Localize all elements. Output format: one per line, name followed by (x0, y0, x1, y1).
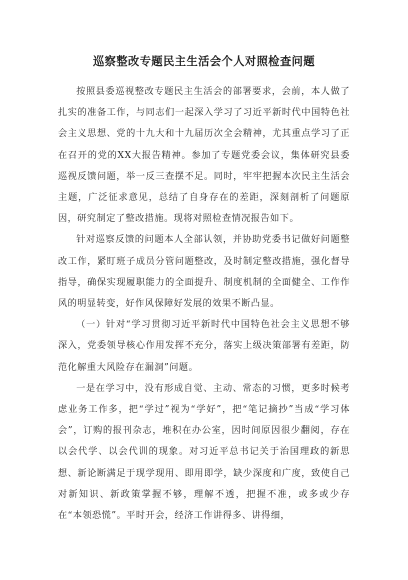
paragraph-point-one: 一是在学习中，没有形成自觉、主动、常态的习惯，更多时候考虑业务工作多，把“学过”视为“学好”，把“笔记摘抄”当成“学习体会”，订购的报刊杂志，堆积在办公室，因时间原因很少翻阅，存在以会代学、以会代训的现象。对习近平总书记关于治国理政的新思想、新论断满足于现学现用、即用即学，缺少深度和广度，致使自己对新知识、新政策掌握不够，理解不透，把握不准，或多或少存在“本领恐慌”。平时开会，经济工作讲得多、讲得细， (58, 383, 350, 522)
paragraph-intro: 按照县委巡视整改专题民主生活会的部署要求，会前，本人做了扎实的准备工作，与同志们一起深入学习了习近平新时代中国特色社会主义思想、党的十九大和十九届历次全会精神，尤其重点学习了正在召开的党的XX大报告精神。参加了专题党委会议，集体研究县委巡视反馈问题，举一反三查摆不足。同时，牢牢把握本次民主生活会主题，广泛征求意见，总结了自身存在的差距，深刻剖析了问题原因，研究制定了整改措施。现将对照检查情况报告如下。 (58, 87, 350, 225)
paragraph-rectification: 针对巡察反馈的问题本人全部认领，并协助党委书记做好问题整改工作，紧盯班子成员分管问题整改，及时制定整改措施，强化督导指导，确保实现履职能力的全面提升、制度机制的全面健全、工作作风的明显转变，好作风保障好发展的效果不断凸显。 (58, 235, 350, 310)
document-title: 巡察整改专题民主生活会个人对照检查问题 (92, 55, 316, 68)
paragraph-issue-one-heading: （一）针对“学习贯彻习近平新时代中国特色社会主义思想不够深入，党委领导核心作用发挥不充分，落实上级决策部署有差距，防范化解重大风险存在漏洞”问题。 (58, 320, 350, 373)
